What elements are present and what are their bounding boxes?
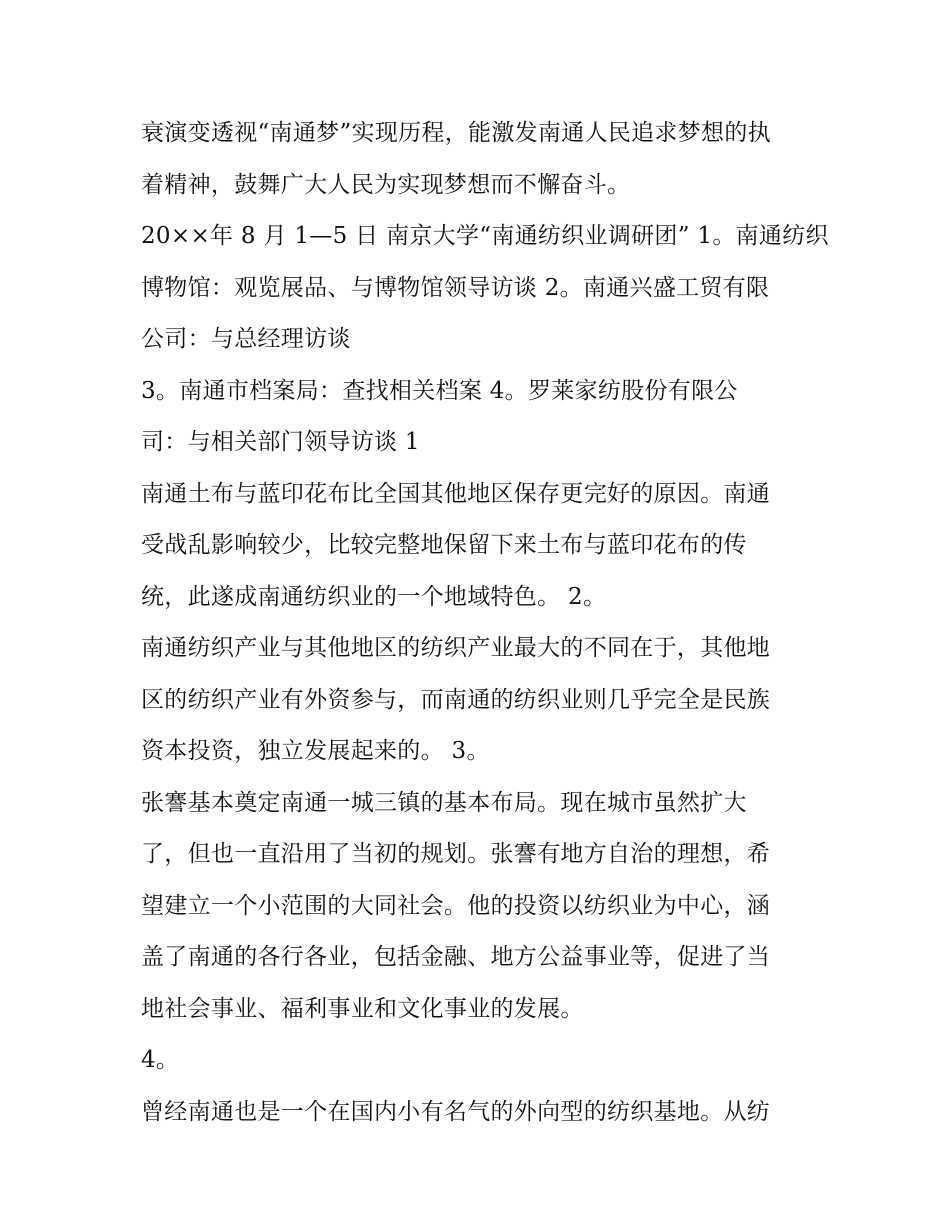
text-line: 资本投资，独立发展起来的。 3。 xyxy=(141,738,490,764)
text-line: 区的纺织产业有外资参与，而南通的纺织业则几乎完全是民族 xyxy=(141,686,771,713)
text-line: 南通纺织产业与其他地区的纺织产业最大的不同在于，其他地 xyxy=(141,635,771,661)
text-line: 衰演变透视“南通梦”实现历程，能激发南通人民追求梦想的执 xyxy=(141,120,771,146)
text-line: 望建立一个小范围的大同社会。他的投资以纺织业为中心，涵 xyxy=(141,892,771,919)
text-line: 统，此遂成南通纺织业的一个地域特色。 2。 xyxy=(141,583,607,610)
text-line: 博物馆：观览展品、与博物馆领导访谈 2。南通兴盛工贸有限 xyxy=(141,274,770,301)
document-body xyxy=(141,108,829,1138)
text-line: 司：与相关部门领导访谈 1 xyxy=(141,429,420,455)
text-line: 张謇基本奠定南通一城三镇的基本布局。现在城市虽然扩大 xyxy=(141,789,747,816)
text-line: 曾经南通也是一个在国内小有名气的外向型的纺织基地。从纺 xyxy=(141,1098,771,1125)
text-line: 地社会事业、福利事业和文化事业的发展。 xyxy=(141,995,584,1022)
text-line: 了，但也一直沿用了当初的规划。张謇有地方自治的理想，希 xyxy=(141,841,771,867)
text-line: 4。 xyxy=(141,1047,180,1073)
text-line: 公司：与总经理访谈 xyxy=(141,326,351,352)
text-line: 南通土布与蓝印花布比全国其他地区保存更完好的原因。南通 xyxy=(141,480,771,507)
text-line: 20××年 8 月 1—5 日 南京大学“南通纺织业调研团” 1。南通纺织 xyxy=(141,223,829,249)
text-line: 盖了南通的各行各业，包括金融、地方公益事业等，促进了当 xyxy=(141,944,771,970)
text-line: 着精神，鼓舞广大人民为实现梦想而不懈奋斗。 xyxy=(141,171,631,198)
text-line: 3。南通市档案局：查找相关档案 4。罗莱家纺股份有限公 xyxy=(141,377,738,404)
text-line: 受战乱影响较少，比较完整地保留下来土布与蓝印花布的传 xyxy=(141,532,747,558)
